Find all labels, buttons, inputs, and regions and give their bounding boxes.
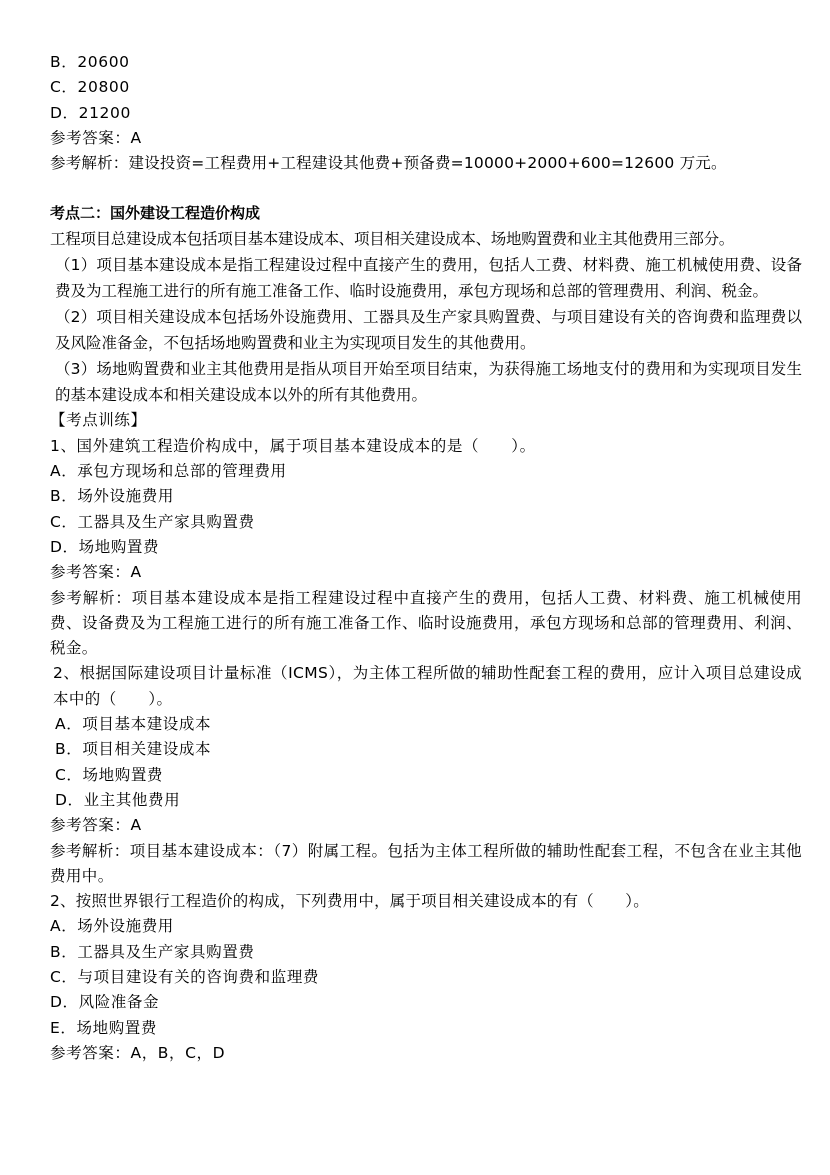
q2-option-d: D．业主其他费用 <box>55 790 181 809</box>
q3-option-d: D．风险准备金 <box>50 993 160 1012</box>
section-heading: 考点二：国外建设工程造价构成 <box>50 204 261 223</box>
q2-option-b: B．项目相关建设成本 <box>55 740 212 759</box>
q1-option-c: C．工器具及生产家具购置费 <box>50 512 255 531</box>
q1-answer: 参考答案：A <box>50 563 142 582</box>
q1-stem: 1、国外建筑工程造价构成中，属于项目基本建设成本的是（ ）。 <box>50 436 536 455</box>
document-page <box>50 50 802 1066</box>
q1-option-a: A．承包方现场和总部的管理费用 <box>50 462 287 481</box>
q3-option-c: C．与项目建设有关的咨询费和监理费 <box>50 968 320 987</box>
q2-answer: 参考答案：A <box>50 816 142 835</box>
section-paragraph-1: （1）项目基本建设成本是指工程建设过程中直接产生的费用，包括人工费、材料费、施工机械使用费、设备费及为工程施工进行的所有施工准备工作、临时设施费用，承包方现场和总部的管理费用、利润、税金。 <box>55 256 802 301</box>
q3-option-b: B．工器具及生产家具购置费 <box>50 942 255 961</box>
q2-option-a: A．项目基本建设成本 <box>55 715 212 734</box>
q1-analysis: 参考解析：项目基本建设成本是指工程建设过程中直接产生的费用，包括人工费、材料费、施工机械使用费、设备费及为工程施工进行的所有施工准备工作、临时设施费用，承包方现场和总部的管理费用、利润、税金。 <box>50 588 802 658</box>
option-c: C．20800 <box>50 78 130 97</box>
section-paragraph-2: （2）项目相关建设成本包括场外设施费用、工器具及生产家具购置费、与项目建设有关的咨询费和监理费以及风险准备金，不包括场地购置费和业主为实现项目发生的其他费用。 <box>55 308 802 353</box>
section-intro: 工程项目总建设成本包括项目基本建设成本、项目相关建设成本、场地购置费和业主其他费用三部分。 <box>50 230 735 249</box>
option-b: B．20600 <box>50 53 130 71</box>
answer: 参考答案：A <box>50 128 142 147</box>
section-paragraph-3: （3）场地购置费和业主其他费用是指从项目开始至项目结束，为获得施工场地支付的费用和为实现项目发生的基本建设成本和相关建设成本以外的所有其他费用。 <box>55 360 802 405</box>
q3-option-e: E．场地购置费 <box>50 1018 157 1037</box>
section-spacer <box>50 176 802 201</box>
q1-option-d: D．场地购置费 <box>50 537 160 556</box>
q3-option-a: A．场外设施费用 <box>50 917 174 936</box>
training-label: 【考点训练】 <box>50 411 147 430</box>
q1-option-b: B．场外设施费用 <box>50 487 174 506</box>
q2-stem: 2、根据国际建设项目计量标准（ICMS），为主体工程所做的辅助性配套工程的费用，应计入项目总建设成本中的（ ）。 <box>53 664 802 708</box>
q3-stem: 2、按照世界银行工程造价的构成，下列费用中，属于项目相关建设成本的有（ ）。 <box>50 892 649 911</box>
q2-analysis: 参考解析：项目基本建设成本：（7）附属工程。包括为主体工程所做的辅助性配套工程，不包含在业主其他费用中。 <box>50 841 802 885</box>
analysis: 参考解析：建设投资=工程费用+工程建设其他费+预备费=10000+2000+600=12600 万元。 <box>50 154 727 173</box>
q2-option-c: C．场地购置费 <box>55 765 164 784</box>
option-d: D．21200 <box>50 103 131 122</box>
q3-answer: 参考答案：A，B，C，D <box>50 1043 226 1062</box>
